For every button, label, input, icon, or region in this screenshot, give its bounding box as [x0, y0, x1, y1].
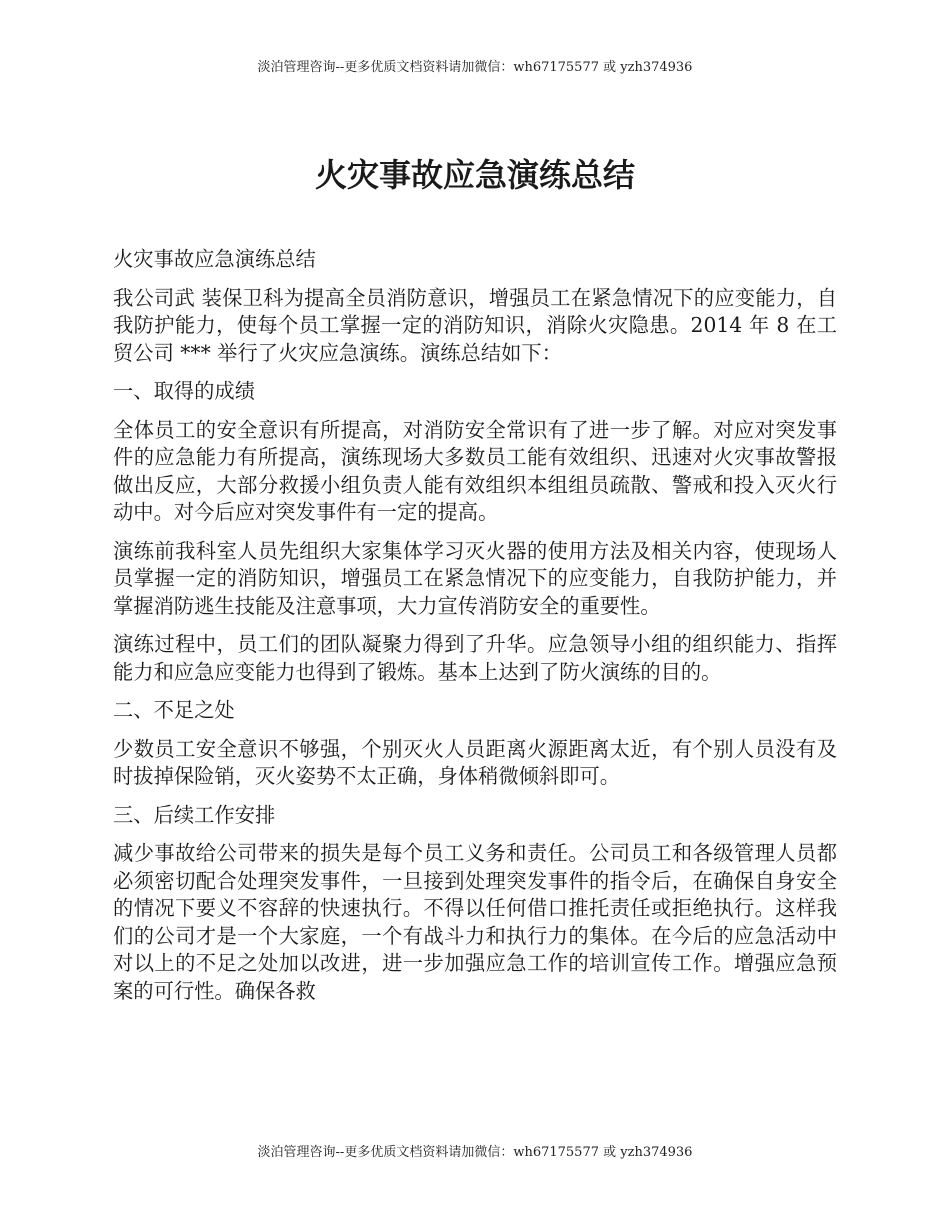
body-paragraph: 全体员工的安全意识有所提高，对消防安全常识有了进一步了解。对应对突发事件的应急能力有所提高，演练现场大多数员工能有效组织、迅速对火灾事故警报做出反应，大部分救援小组负责人能有效组织本组组员疏散、警戒和投入灭火行动中。对今后应对突发事件有一定的提高。: [113, 417, 837, 524]
body-paragraph: 演练过程中，员工们的团队凝聚力得到了升华。应急领导小组的组织能力、指挥能力和应急应变能力也得到了锻炼。基本上达到了防火演练的目的。: [113, 632, 837, 684]
page-header: 淡泊管理咨询--更多优质文档资料请加微信：wh67175577 或 yzh374936: [257, 60, 693, 75]
section-heading: 三、后续工作安排: [113, 802, 276, 827]
body-paragraph: 我公司武 装保卫科为提高全员消防意识，增强员工在紧急情况下的应变能力，自我防护能力，使每个员工掌握一定的消防知识，消除火灾隐患。2014 年 8 在工贸公司 *** 举行了火灾应急演练。演练总结如下：: [113, 285, 837, 365]
body-subtitle: 火灾事故应急演练总结: [113, 247, 316, 271]
section-heading: 二、不足之处: [113, 698, 235, 722]
body-paragraph: 减少事故给公司带来的损失是每个员工义务和责任。公司员工和各级管理人员都必须密切配合处理突发事件，一旦接到处理突发事件的指令后，在确保自身安全的情况下要义不容辞的快速执行。不得以任何借口推托责任或拒绝执行。这样我们的公司才是一个大家庭，一个有战斗力和执行力的集体。在今后的应急活动中对以上的不足之处加以改进，进一步加强应急工作的培训宣传工作。增强应急预案的可行性。确保各救: [113, 841, 837, 1003]
document-body: [113, 246, 837, 1016]
body-paragraph: 少数员工安全意识不够强，个别灭火人员距离火源距离太近，有个别人员没有及时拔掉保险销，灭火姿势不太正确，身体稍微倾斜即可。: [113, 736, 837, 788]
page-footer: 淡泊管理咨询--更多优质文档资料请加微信：wh67175577 或 yzh374936: [257, 1145, 693, 1160]
section-heading: 一、取得的成绩: [113, 379, 255, 403]
document-title: 火灾事故应急演练总结: [314, 156, 635, 194]
body-paragraph: 演练前我科室人员先组织大家集体学习灭火器的使用方法及相关内容，使现场人员掌握一定的消防知识，增强员工在紧急情况下的应变能力，自我防护能力，并掌握消防逃生技能及注意事项，大力宣传消防安全的重要性。: [113, 538, 837, 618]
